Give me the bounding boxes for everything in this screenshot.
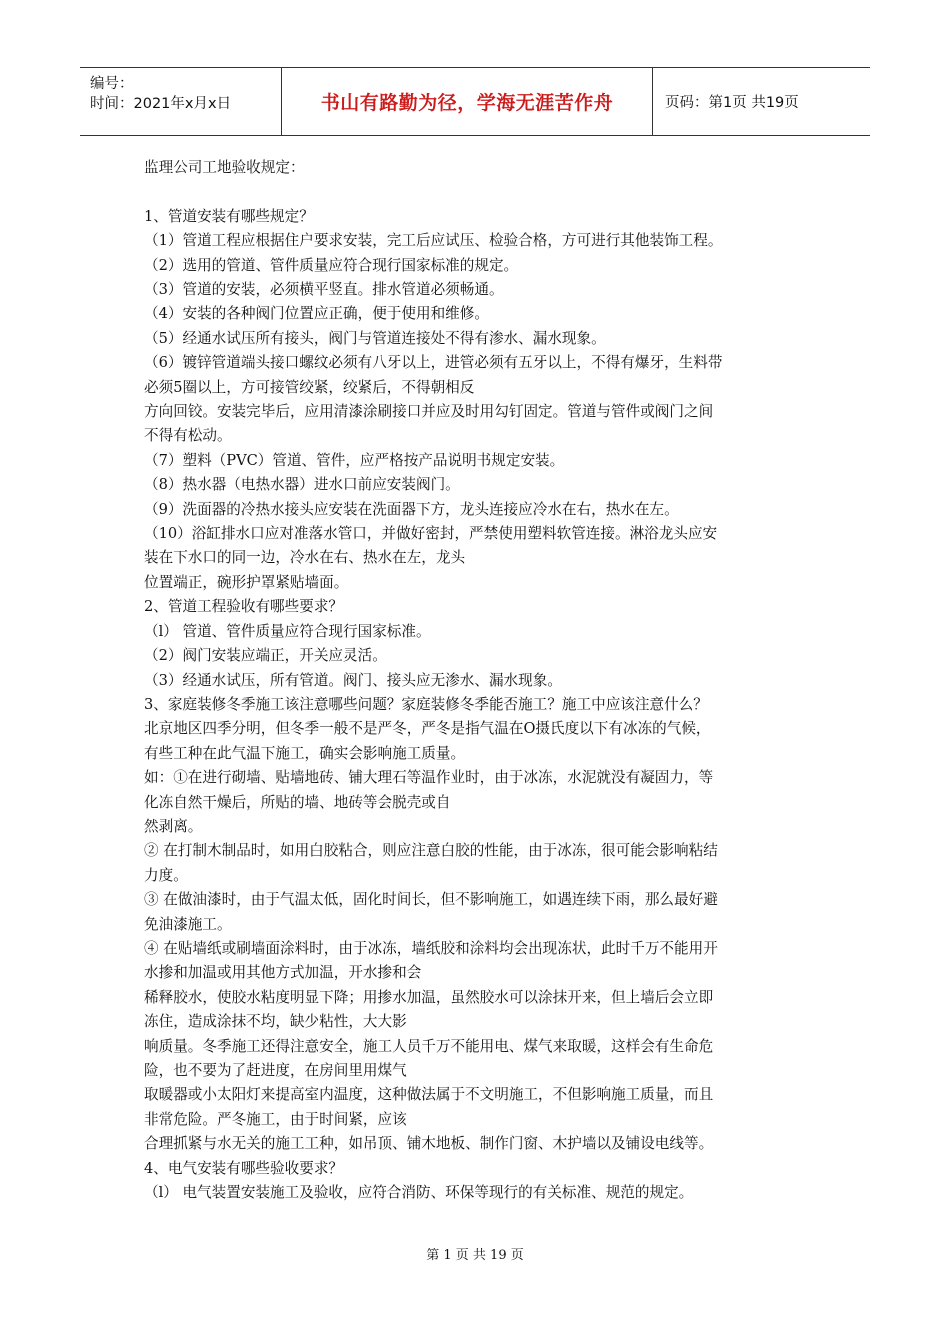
body-line: （7）塑料（PVC）管道、管件，应严格按产品说明书规定安装。 <box>144 451 565 469</box>
header-meta-cell <box>80 68 282 135</box>
body-line: （2）选用的管道、管件质量应符合现行国家标准的规定。 <box>144 256 519 274</box>
body-line: 装在下水口的同一边，冷水在右、热水在左，龙头 <box>144 549 466 567</box>
body-line: 水掺和加温或用其他方式加温，开水掺和会 <box>144 964 422 982</box>
body-line: 响质量。冬季施工还得注意安全，施工人员千万不能用电、煤气来取暖，这样会有生命危 <box>144 1037 714 1055</box>
body-line: （5）经通水试压所有接头，阀门与管道连接处不得有渗水、漏水现象。 <box>144 329 606 347</box>
body-line: 险，也不要为了赶进度，在房间里用煤气 <box>144 1062 407 1080</box>
document-number-label: 编号： <box>90 76 134 92</box>
body-line: （2）阀门安装应端正，开关应灵活。 <box>144 647 387 665</box>
body-line: 不得有松动。 <box>144 427 232 445</box>
body-line: （10）浴缸排水口应对准落水管口，并做好密封，严禁使用塑料软管连接。淋浴龙头应安 <box>144 525 718 543</box>
body-line: 监理公司工地验收规定： <box>144 159 305 176</box>
body-line: （8）热水器（电热水器）进水口前应安装阀门。 <box>144 476 460 494</box>
header-page-info: 页码：第1页 共19页 <box>665 95 799 111</box>
body-line: 稀释胶水，使胶水粘度明显下降；用掺水加温，虽然胶水可以涂抹开来，但上墙后会立即 <box>144 988 714 1006</box>
body-line: 非常危险。严冬施工，由于时间紧，应该 <box>144 1110 407 1128</box>
body-line: 如：①在进行砌墙、贴墙地砖、铺大理石等温作业时，由于冰冻，水泥就没有凝固力，等 <box>144 769 714 787</box>
body-line: 1、管道安装有哪些规定？ <box>144 207 314 225</box>
body-line: 必须5圈以上，方可接管绞紧，绞紧后，不得朝相反 <box>144 378 475 396</box>
body-line: （l） 电气装置安装施工及验收，应符合消防、环保等现行的有关标准、规范的规定。 <box>144 1184 694 1202</box>
page-footer: 第 1 页 共 19 页 <box>426 1248 524 1263</box>
header-motto: 书山有路勤为径，学海无涯苦作舟 <box>282 68 653 135</box>
body-line: 冻住，造成涂抹不均，缺少粘性，大大影 <box>144 1013 407 1031</box>
document-date: 时间：2021年x月x日 <box>90 96 232 112</box>
body-line: （9）洗面器的冷热水接头应安装在洗面器下方，龙头连接应冷水在右，热水在左。 <box>144 500 679 518</box>
body-line: 力度。 <box>144 866 188 884</box>
body-line: 3、家庭装修冬季施工该注意哪些问题？家庭装修冬季能否施工？施工中应该注意什么？ <box>144 695 708 713</box>
body-line: 合理抓紧与水无关的施工工种，如吊顶、铺木地板、制作门窗、木护墙以及铺设电线等。 <box>144 1135 714 1153</box>
body-line: 2、管道工程验收有哪些要求？ <box>144 598 344 616</box>
body-line: （6）镀锌管道端头接口螺纹必须有八牙以上，进管必须有五牙以上，不得有爆牙，生料带 <box>144 354 723 372</box>
body-line: ② 在打制木制品时，如用白胶粘合，则应注意白胶的性能，由于冰冻，很可能会影响粘结 <box>144 842 718 860</box>
body-line: （4）安装的各种阀门位置应正确，便于使用和维修。 <box>144 305 489 323</box>
body-line: 有些工种在此气温下施工，确实会影响施工质量。 <box>144 744 466 762</box>
body-line: 4、电气安装有哪些验收要求？ <box>144 1159 344 1177</box>
body-line: ③ 在做油漆时，由于气温太低，固化时间长，但不影响施工，如遇连续下雨，那么最好避 <box>144 891 718 909</box>
body-line: （3）经通水试压，所有管道。阀门、接头应无渗水、漏水现象。 <box>144 671 562 689</box>
body-line: （1）管道工程应根据住户要求安装，完工后应试压、检验合格，方可进行其他装饰工程。 <box>144 232 723 250</box>
body-line: 方向回铰。安装完毕后，应用清漆涂刷接口并应及时用勾钉固定。管道与管件或阀门之间 <box>144 403 714 421</box>
document-header <box>80 67 870 136</box>
body-line: （3）管道的安装，必须横平竖直。排水管道必须畅通。 <box>144 281 504 299</box>
document-body <box>144 156 814 1205</box>
body-line: ④ 在贴墙纸或刷墙面涂料时，由于冰冻，墙纸胶和涂料均会出现冻状，此时千万不能用开 <box>144 939 718 957</box>
body-line: 化冻自然干燥后，所贴的墙、地砖等会脱壳或自 <box>144 793 451 811</box>
body-line: 取暖器或小太阳灯来提高室内温度，这种做法属于不文明施工，不但影响施工质量，而且 <box>144 1086 714 1104</box>
body-line: 然剥离。 <box>144 817 203 835</box>
body-line: （l） 管道、管件质量应符合现行国家标准。 <box>144 622 431 640</box>
body-line: 免油漆施工。 <box>144 915 232 933</box>
body-line: 北京地区四季分明，但冬季一般不是严冬，严冬是指气温在O摄氏度以下有冰冻的气候， <box>144 720 711 738</box>
body-line: 位置端正，碗形护罩紧贴墙面。 <box>144 573 349 591</box>
body-line <box>144 180 814 204</box>
